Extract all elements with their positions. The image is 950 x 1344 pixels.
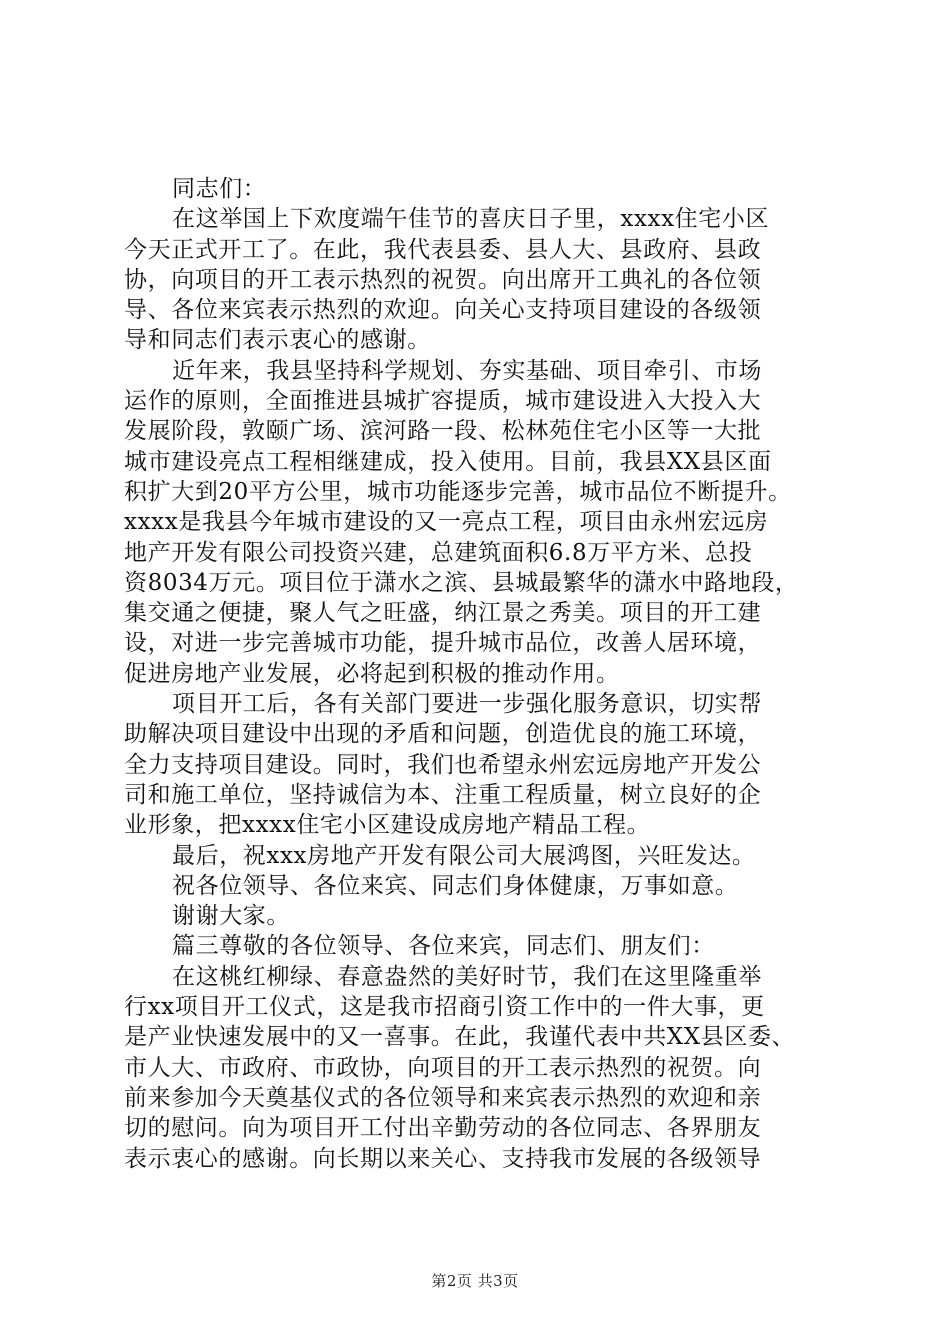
text-line: 篇三尊敬的各位领导、各位来宾，同志们、朋友们： <box>172 933 715 960</box>
text-line: 发展阶段，敦颐广场、滨河路一段、松林苑住宅小区等一大批 <box>124 418 762 445</box>
text-line: 城市建设亮点工程相继建成，投入使用。目前，我县XX县区面 <box>124 448 772 475</box>
page-footer: 第2页 共3页 <box>431 1272 519 1290</box>
text-line: 促进房地产业发展，必将起到积极的推动作用。 <box>124 660 620 687</box>
text-line: 行xx项目开工仪式，这是我市招商引资工作中的一件大事，更 <box>124 994 765 1021</box>
document-body <box>124 174 838 1174</box>
text-line: 运作的原则，全面推进县城扩容提质，城市建设进入大投入大 <box>124 388 762 415</box>
text-line: 近年来，我县坚持科学规划、夯实基础、项目牵引、市场 <box>172 357 762 384</box>
text-line: 表示衷心的感谢。向长期以来关心、支持我市发展的各级领导 <box>124 1145 762 1172</box>
text-line: 导、各位来宾表示热烈的欢迎。向关心支持项目建设的各级领 <box>124 297 762 324</box>
text-line: 集交通之便捷，聚人气之旺盛，纳江景之秀美。项目的开工建 <box>124 600 762 627</box>
text-line: 今天正式开工了。在此，我代表县委、县人大、县政府、县政 <box>124 236 762 263</box>
text-line: 同志们： <box>172 176 267 202</box>
text-line: 项目开工后，各有关部门要进一步强化服务意识，切实帮 <box>172 691 762 718</box>
text-line: 切的慰问。向为项目开工付出辛勤劳动的各位同志、各界朋友 <box>124 1115 762 1142</box>
text-line: 在这举国上下欢度端午佳节的喜庆日子里，xxxx住宅小区 <box>172 206 770 233</box>
text-line: 资8034万元。项目位于潇水之滨、县城最繁华的潇水中路地段， <box>124 569 799 596</box>
text-line: 积扩大到20平方公里，城市功能逐步完善，城市品位不断提升。 <box>124 478 792 505</box>
text-line: 全力支持项目建设。同时，我们也希望永州宏远房地产开发公 <box>124 751 762 778</box>
text-line: 助解决项目建设中出现的矛盾和问题，创造优良的施工环境， <box>124 721 762 748</box>
text-line: 前来参加今天奠基仪式的各位领导和来宾表示热烈的欢迎和亲 <box>124 1084 762 1111</box>
text-line: 导和同志们表示衷心的感谢。 <box>124 327 431 354</box>
text-line: 业形象，把xxxx住宅小区建设成房地产精品工程。 <box>124 812 651 839</box>
text-line: 祝各位领导、各位来宾、同志们身体健康，万事如意。 <box>172 872 739 899</box>
text-line: 最后，祝xxx房地产开发有限公司大展鸿图，兴旺发达。 <box>172 842 756 869</box>
text-line: 是产业快速发展中的又一喜事。在此，我谨代表中共XX县区委、 <box>124 1024 796 1051</box>
text-line: 协，向项目的开工表示热烈的祝贺。向出席开工典礼的各位领 <box>124 266 762 293</box>
text-line: 在这桃红柳绿、春意盎然的美好时节，我们在这里隆重举 <box>172 963 762 990</box>
text-line: 市人大、市政府、市政协，向项目的开工表示热烈的祝贺。向 <box>124 1054 762 1081</box>
text-line: 谢谢大家。 <box>172 903 290 930</box>
text-line: 司和施工单位，坚持诚信为本、注重工程质量，树立良好的企 <box>124 781 762 808</box>
text-line: 地产开发有限公司投资兴建，总建筑面积6.8万平方米、总投 <box>124 539 753 566</box>
text-line: 设，对进一步完善城市功能，提升城市品位，改善人居环境， <box>124 630 762 657</box>
text-line: xxxx是我县今年城市建设的又一亮点工程，项目由永州宏远房 <box>124 509 769 536</box>
